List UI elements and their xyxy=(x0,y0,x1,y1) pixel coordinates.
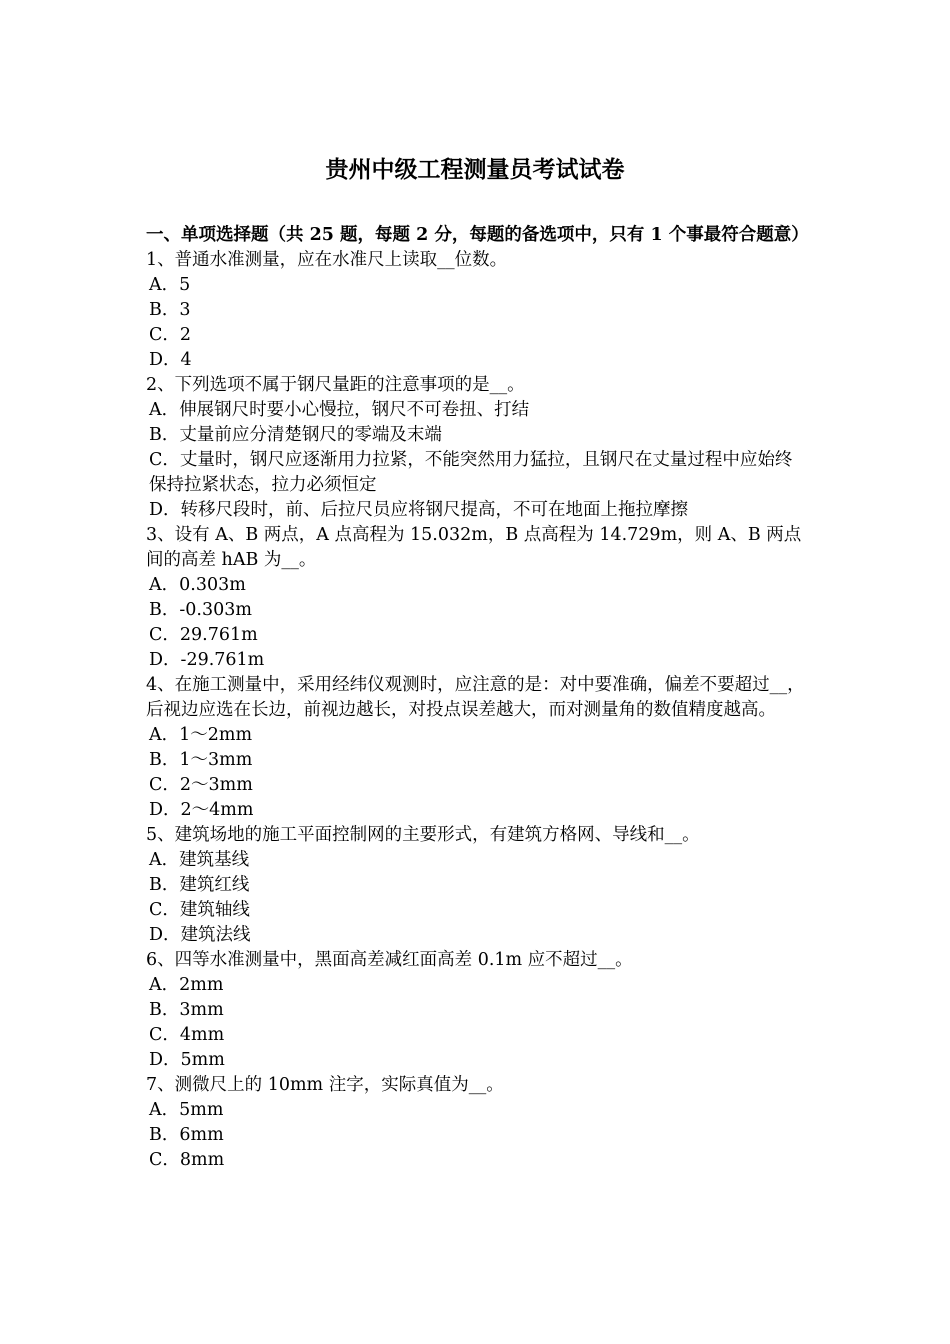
question-stem: 5、建筑场地的施工平面控制网的主要形式，有建筑方格网、导线和__。 xyxy=(146,825,700,845)
answer-option: C．2～3mm xyxy=(149,775,253,795)
question-stem: 3、设有 A、B 两点，A 点高程为 15.032m，B 点高程为 14.729m，则 A、B 两点间的高差 hAB 为__。 xyxy=(146,525,802,570)
answer-option: B．丈量前应分清楚钢尺的零端及末端 xyxy=(149,425,442,445)
answer-option: B．1～3mm xyxy=(149,750,253,770)
answer-option: A．0.303m xyxy=(149,575,246,595)
answer-option: C．29.761m xyxy=(149,625,258,645)
answer-option: B．建筑红线 xyxy=(149,875,250,895)
answer-option: D．2～4mm xyxy=(149,800,254,820)
answer-option: A．伸展钢尺时要小心慢拉，钢尺不可卷扭、打结 xyxy=(149,400,530,420)
answer-option: B．3mm xyxy=(149,1000,224,1020)
document-title: 贵州中级工程测量员考试试卷 xyxy=(325,156,625,183)
answer-option: C．4mm xyxy=(149,1025,225,1045)
answer-option: D．4 xyxy=(149,350,192,370)
answer-option: A．5 xyxy=(149,275,191,295)
question-stem: 4、在施工测量中，采用经纬仪观测时，应注意的是：对中要准确，偏差不要超过__，后视边应选在长边，前视边越长，对投点误差越大，而对测量角的数值精度越高。 xyxy=(146,675,805,720)
answer-option: C．建筑轴线 xyxy=(149,900,250,920)
answer-option: D．-29.761m xyxy=(149,650,265,670)
answer-option: D．建筑法线 xyxy=(149,925,251,945)
answer-option: C．2 xyxy=(149,325,192,345)
answer-option: C．丈量时，钢尺应逐渐用力拉紧，不能突然用力猛拉，且钢尺在丈量过程中应始终保持拉紧状态，拉力必须恒定 xyxy=(149,450,793,495)
answer-option: A．5mm xyxy=(149,1100,224,1120)
section-heading: 一、单项选择题（共 25 题，每题 2 分，每题的备选项中，只有 1 个事最符合题意） xyxy=(146,225,809,245)
answer-option: A．2mm xyxy=(149,975,224,995)
answer-option: D．5mm xyxy=(149,1050,225,1070)
answer-option: A．1～2mm xyxy=(149,725,253,745)
question-stem: 7、测微尺上的 10mm 注字，实际真值为__。 xyxy=(146,1075,504,1095)
answer-option: B．-0.303m xyxy=(149,600,252,620)
question-stem: 2、下列选项不属于钢尺量距的注意事项的是__。 xyxy=(146,375,525,395)
document-body xyxy=(146,223,808,1173)
answer-option: B．6mm xyxy=(149,1125,224,1145)
question-stem: 6、四等水准测量中，黑面高差减红面高差 0.1m 应不超过__。 xyxy=(146,950,633,970)
answer-option: B．3 xyxy=(149,300,191,320)
answer-option: A．建筑基线 xyxy=(149,850,250,870)
answer-option: C．8mm xyxy=(149,1150,225,1170)
question-stem: 1、普通水准测量，应在水准尺上读取__位数。 xyxy=(146,250,508,270)
answer-option: D．转移尺段时，前、后拉尺员应将钢尺提高，不可在地面上拖拉摩擦 xyxy=(149,500,689,520)
